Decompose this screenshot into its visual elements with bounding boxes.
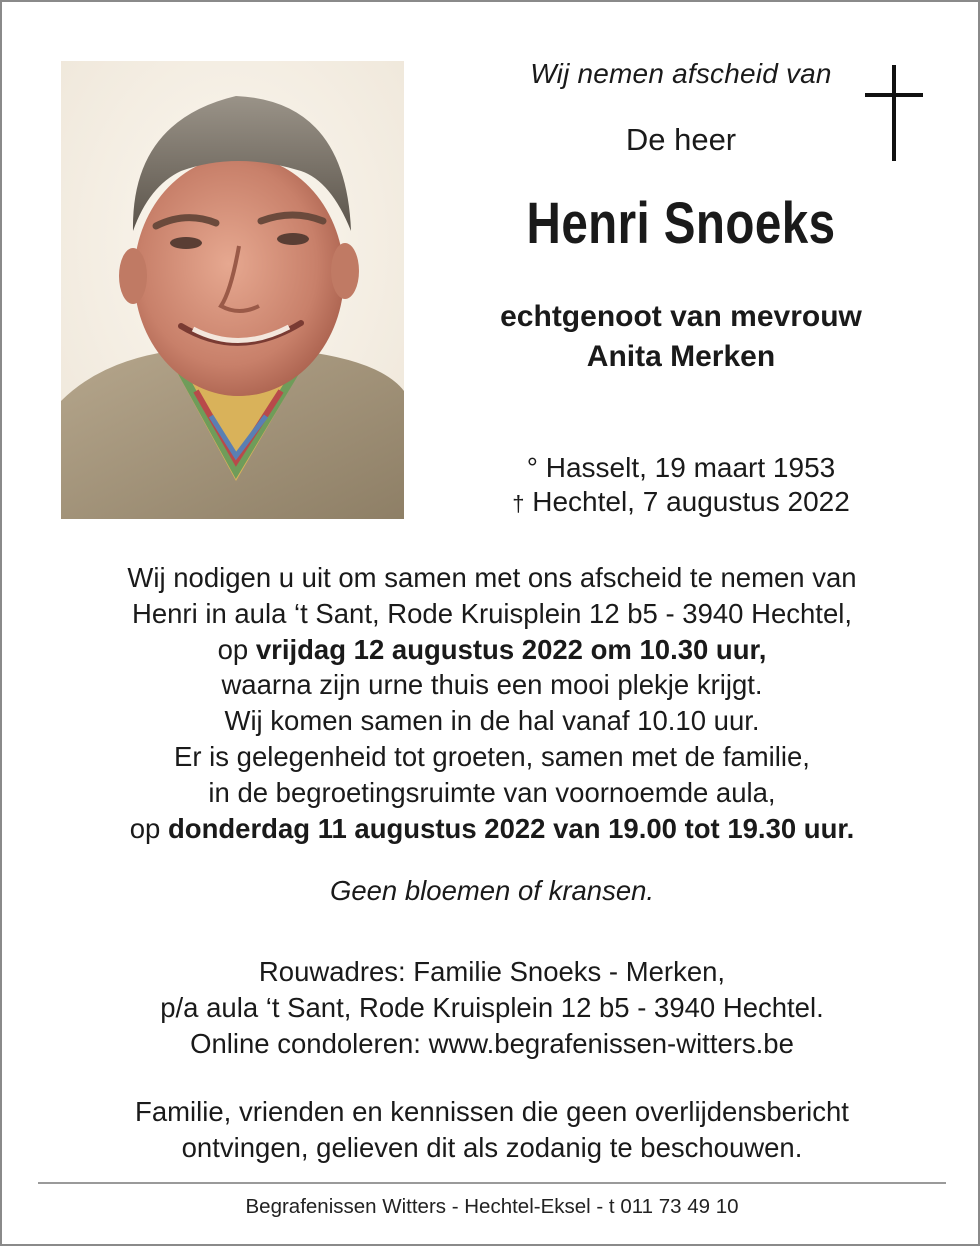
- invitation-line: Wij komen samen in de hal vanaf 10.10 uur.: [224, 705, 760, 737]
- intro-text: Wij nemen afscheid van: [530, 58, 832, 89]
- death-info: [442, 486, 920, 518]
- address-line: Rouwadres: Familie Snoeks - Merken,: [258, 956, 726, 987]
- closing-notice: [42, 1094, 942, 1166]
- portrait-photo: [61, 61, 404, 519]
- closing-line: ontvingen, gelieven dit als zodanig te beschouwen.: [181, 1131, 803, 1163]
- invitation-line: Henri in aula ‘t Sant, Rode Kruisplein 12 b5 - 3940 Hechtel,: [131, 597, 852, 629]
- ceremony-datetime: vrijdag 12 augustus 2022 om 10.30 uur,: [255, 633, 767, 665]
- closing-line: Familie, vrienden en kennissen die geen overlijdensbericht: [135, 1096, 849, 1127]
- address-line: p/a aula ‘t Sant, Rode Kruisplein 12 b5 - 3940 Hechtel.: [160, 991, 824, 1023]
- birth-place-date: Hasselt, 19 maart 1953: [545, 452, 836, 483]
- invitation-line: Er is gelegenheid tot groeten, samen met de familie,: [174, 740, 810, 772]
- invitation-line: op vrijdag 12 augustus 2022 om 10.30 uur,: [217, 633, 767, 665]
- invitation-line: Wij nodigen u uit om samen met ons afscheid te nemen van: [127, 562, 857, 593]
- footer-divider: [38, 1182, 946, 1184]
- invitation-line: op donderdag 11 augustus 2022 van 19.00 tot 19.30 uur.: [129, 812, 855, 844]
- death-symbol: †: [512, 491, 525, 516]
- invitation-line: in de begroetingsruimte van voornoemde aula,: [208, 776, 776, 808]
- death-place-date: Hechtel, 7 augustus 2022: [532, 486, 850, 517]
- spouse-role: echtgenoot van mevrouw: [500, 300, 862, 333]
- spouse-name: Anita Merken: [586, 340, 776, 373]
- invitation-text: [42, 560, 942, 846]
- invitation-line: waarna zijn urne thuis een mooi plekje krijgt.: [221, 669, 763, 701]
- visitation-datetime: donderdag 11 augustus 2022 van 19.00 tot 19.30 uur.: [167, 812, 855, 844]
- birth-info: [442, 452, 920, 484]
- deceased-name: Henri Snoeks: [526, 191, 836, 256]
- mourning-address: [42, 954, 942, 1061]
- no-flowers-note: Geen bloemen of kransen.: [329, 875, 655, 906]
- funeral-home-footer: Begrafenissen Witters - Hechtel-Eksel - t 011 73 49 10: [245, 1195, 739, 1218]
- honorific: De heer: [625, 122, 737, 157]
- birth-symbol: °: [526, 452, 538, 483]
- online-condolences: Online condoleren: www.begrafenissen-witters.be: [190, 1027, 794, 1059]
